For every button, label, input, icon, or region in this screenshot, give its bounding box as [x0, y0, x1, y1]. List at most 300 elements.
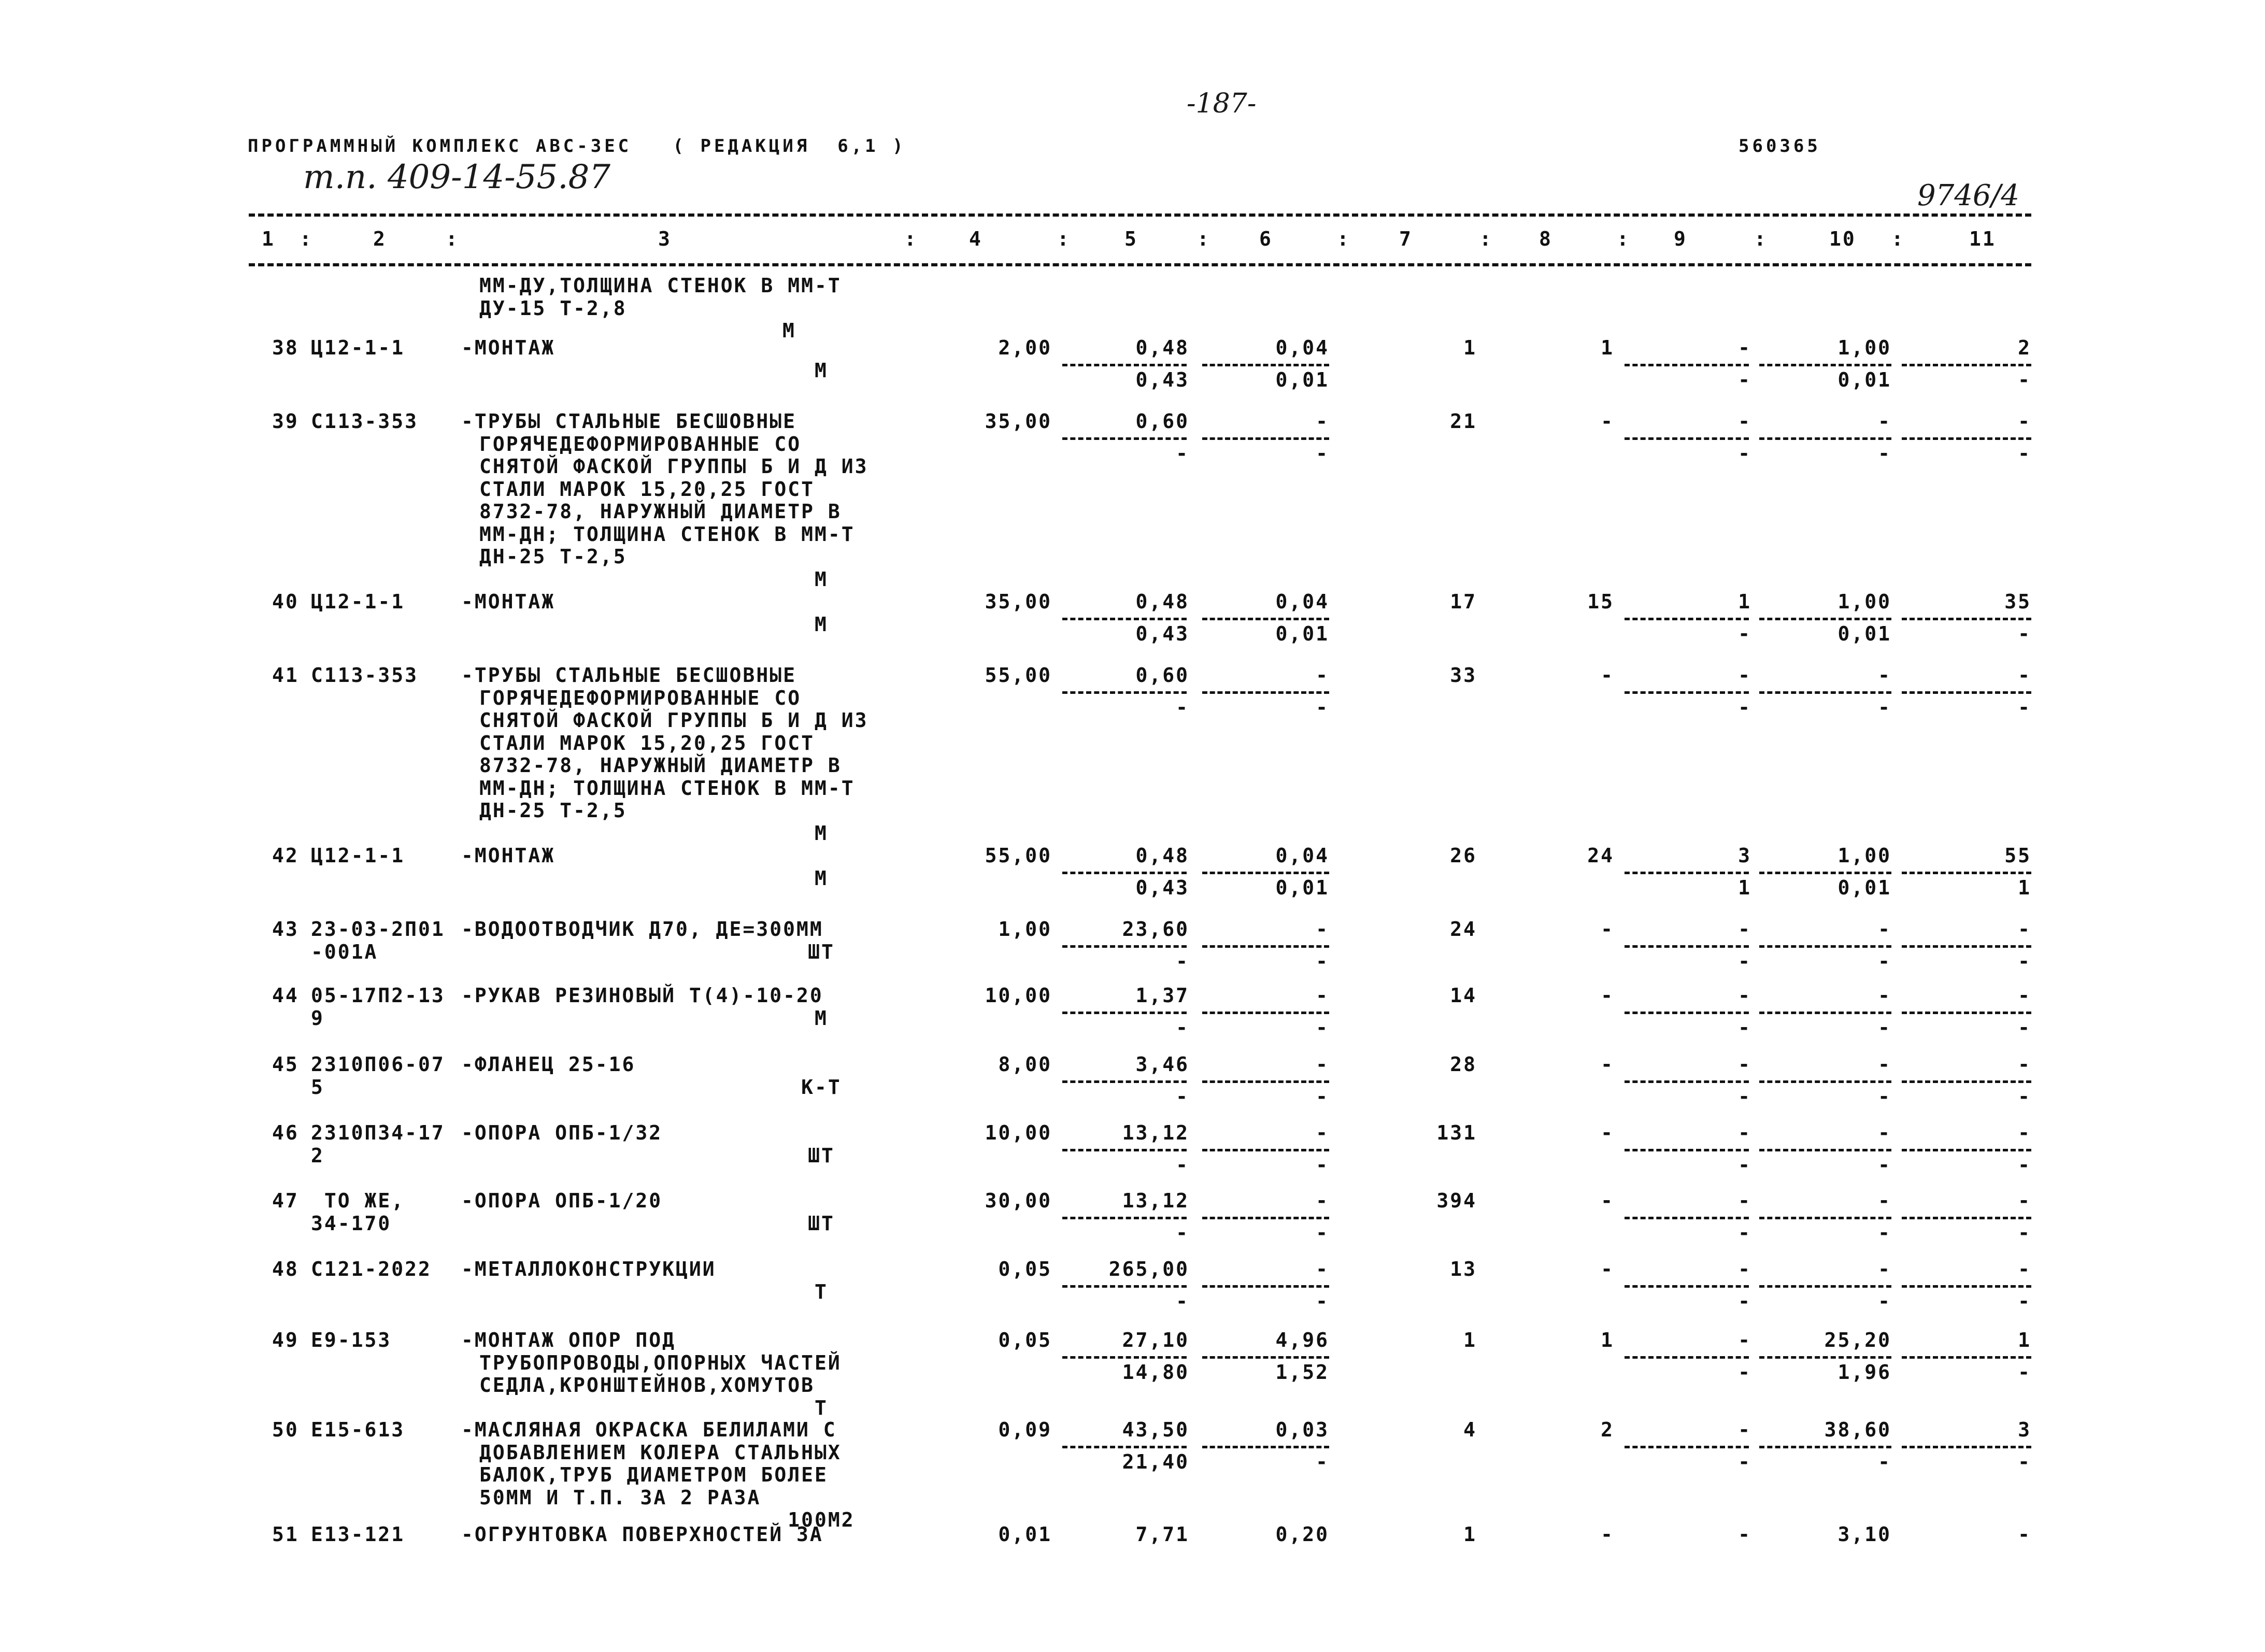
- header-rule-bottom: [249, 263, 2031, 266]
- row-description: -МОНТАЖ ОПОР ПОД: [461, 1329, 676, 1351]
- row-col6: 0,20: [1275, 1523, 1329, 1546]
- row-unit: ШТ: [808, 940, 835, 963]
- subtotal-dash-line: [1902, 1012, 2031, 1014]
- row-unit-cost-2: -: [1176, 1016, 1189, 1039]
- row-col9: 3: [1738, 844, 1751, 867]
- subtotal-dash-line: [1902, 1149, 2031, 1151]
- row-col10-2: -: [1878, 1290, 1891, 1313]
- row-col6: -: [1316, 1053, 1329, 1076]
- row-number: 45: [272, 1053, 299, 1076]
- row-total: 4: [1463, 1418, 1477, 1441]
- row-col9-2: -: [1738, 1085, 1751, 1108]
- row-col8: 1: [1601, 336, 1614, 359]
- row-col10-2: -: [1878, 696, 1891, 719]
- subtotal-dash-line: [1202, 1356, 1329, 1359]
- row-quantity: 1,00: [998, 918, 1052, 941]
- row-col9: -: [1738, 1258, 1751, 1280]
- subtotal-dash-line: [1902, 691, 2031, 694]
- row-col10: -: [1878, 918, 1891, 941]
- row-col11: -: [2018, 410, 2031, 433]
- row-unit: Т: [815, 1280, 828, 1303]
- column-header-9: 9: [1674, 227, 1687, 250]
- row-description: -МОНТАЖ: [461, 590, 555, 613]
- row-description: ММ-ДН; ТОЛЩИНА СТЕНОК В ММ-Т: [479, 522, 855, 546]
- row-quantity: 30,00: [985, 1189, 1052, 1212]
- row-description: СНЯТОЙ ФАСКОЙ ГРУППЫ Б И Д ИЗ: [479, 455, 868, 478]
- row-code: 2310П34-17: [311, 1121, 445, 1144]
- subtotal-dash-line: [1625, 1217, 1749, 1219]
- row-unit: М: [815, 821, 828, 845]
- row-col6-2: -: [1316, 442, 1329, 465]
- column-separator: :: [1479, 227, 1493, 250]
- row-col6: 0,04: [1275, 590, 1329, 613]
- subtotal-dash-line: [1625, 945, 1749, 948]
- row-col11: 2: [2018, 336, 2031, 359]
- row-total: 26: [1450, 844, 1477, 867]
- row-total: 1: [1463, 336, 1477, 359]
- row-unit: М: [815, 613, 828, 636]
- row-col9-2: -: [1738, 696, 1751, 719]
- row-col11: -: [2018, 1053, 2031, 1076]
- subtotal-dash-line: [1759, 1149, 1891, 1151]
- column-header-1: 1: [262, 227, 275, 250]
- row-col9: 1: [1738, 590, 1751, 613]
- row-description: -РУКАВ РЕЗИНОВЫЙ Т(4)-10-20: [461, 984, 823, 1007]
- subtotal-dash-line: [1759, 437, 1891, 440]
- row-unit-cost: 0,60: [1135, 664, 1189, 687]
- row-col10-2: -: [1878, 1153, 1891, 1176]
- row-unit-cost: 3,46: [1135, 1053, 1189, 1076]
- row-col10: -: [1878, 1053, 1891, 1076]
- row-unit-cost: 13,12: [1122, 1189, 1189, 1212]
- row-col6: 0,04: [1275, 336, 1329, 359]
- subtotal-dash-line: [1202, 691, 1329, 694]
- row-number: 49: [272, 1329, 299, 1351]
- row-col10-2: 0,01: [1837, 876, 1891, 899]
- column-header-3: 3: [658, 227, 672, 250]
- row-col11: 3: [2018, 1418, 2031, 1441]
- row-number: 40: [272, 590, 299, 613]
- row-col9: -: [1738, 1121, 1751, 1144]
- subtotal-dash-line: [1062, 945, 1187, 948]
- row-col9-2: -: [1738, 1016, 1751, 1039]
- subtotal-dash-line: [1062, 618, 1187, 620]
- row-col10: 25,20: [1824, 1329, 1891, 1351]
- row-col9: -: [1738, 336, 1751, 359]
- row-col6: 0,03: [1275, 1418, 1329, 1441]
- subtotal-dash-line: [1625, 364, 1749, 366]
- row-number: 41: [272, 664, 299, 687]
- row-quantity: 10,00: [985, 1121, 1052, 1144]
- row-col6-2: -: [1316, 696, 1329, 719]
- row-col6: 0,04: [1275, 844, 1329, 867]
- row-col11: -: [2018, 1121, 2031, 1144]
- row-description: -МЕТАЛЛОКОНСТРУКЦИИ: [461, 1258, 716, 1280]
- row-col11-2: -: [2018, 1016, 2031, 1039]
- row-col6-2: 1,52: [1275, 1361, 1329, 1384]
- subtotal-dash-line: [1759, 1012, 1891, 1014]
- header-rule-top: [249, 213, 2031, 217]
- row-col8: 15: [1587, 590, 1614, 613]
- row-unit-cost-2: 14,80: [1122, 1361, 1189, 1384]
- row-col11: -: [2018, 1523, 2031, 1546]
- subtotal-dash-line: [1062, 364, 1187, 366]
- subtotal-dash-line: [1062, 1356, 1187, 1359]
- subtotal-dash-line: [1902, 437, 2031, 440]
- subtotal-dash-line: [1902, 872, 2031, 874]
- subtotal-dash-line: [1202, 364, 1329, 366]
- row-quantity: 10,00: [985, 984, 1052, 1007]
- row-col6: -: [1316, 1121, 1329, 1144]
- row-total: 24: [1450, 918, 1477, 941]
- row-col11-2: -: [2018, 368, 2031, 391]
- subtotal-dash-line: [1759, 1356, 1891, 1359]
- row-col9: -: [1738, 1189, 1751, 1212]
- row-description: -ОПОРА ОПБ-1/32: [461, 1121, 663, 1144]
- subtotal-dash-line: [1759, 1446, 1891, 1448]
- subtotal-dash-line: [1625, 1356, 1749, 1359]
- row-col10-2: -: [1878, 1450, 1891, 1473]
- row-code: Ц12-1-1: [311, 844, 405, 867]
- row-col9: -: [1738, 1418, 1751, 1441]
- column-separator: :: [1057, 227, 1071, 250]
- sheet-number: 9746/4: [1917, 179, 2020, 212]
- subtotal-dash-line: [1062, 1446, 1187, 1448]
- row-description: ДОБАВЛЕНИЕМ КОЛЕРА СТАЛЬНЫХ: [479, 1441, 842, 1464]
- column-separator: :: [1197, 227, 1210, 250]
- row-col10: 1,00: [1837, 590, 1891, 613]
- row-col6: -: [1316, 1189, 1329, 1212]
- row-col10: 3,10: [1837, 1523, 1891, 1546]
- column-separator: :: [1337, 227, 1350, 250]
- column-separator: :: [446, 227, 459, 250]
- column-separator: :: [1617, 227, 1630, 250]
- row-col9: -: [1738, 1053, 1751, 1076]
- row-number: 47: [272, 1189, 299, 1212]
- column-header-4: 4: [969, 227, 982, 250]
- row-unit: К-Т: [801, 1075, 842, 1099]
- row-unit: 100М2: [788, 1508, 855, 1531]
- row-code: 2: [311, 1144, 324, 1167]
- row-col11-2: -: [2018, 1450, 2031, 1473]
- column-separator: :: [1891, 227, 1905, 250]
- row-col9-2: -: [1738, 1450, 1751, 1473]
- row-code: ТО ЖЕ,: [311, 1189, 405, 1212]
- row-description: ГОРЯЧЕДЕФОРМИРОВАННЫЕ СО: [479, 686, 802, 709]
- subtotal-dash-line: [1759, 618, 1891, 620]
- row-total: 33: [1450, 664, 1477, 687]
- row-col6: -: [1316, 984, 1329, 1007]
- row-unit-cost: 0,60: [1135, 410, 1189, 433]
- row-description: -МОНТАЖ: [461, 844, 555, 867]
- subtotal-dash-line: [1625, 1080, 1749, 1083]
- row-number: 46: [272, 1121, 299, 1144]
- row-unit-cost-2: 0,43: [1135, 876, 1189, 899]
- page-number: -187-: [1187, 88, 1257, 119]
- row-number: 50: [272, 1418, 299, 1441]
- row-col11: -: [2018, 664, 2031, 687]
- row-quantity: 8,00: [998, 1053, 1052, 1076]
- row-description: ММ-ДН; ТОЛЩИНА СТЕНОК В ММ-Т: [479, 776, 855, 800]
- row-col6-2: -: [1316, 1153, 1329, 1176]
- row-description: -ОГРУНТОВКА ПОВЕРХНОСТЕЙ ЗА: [461, 1523, 823, 1546]
- row-col11-2: -: [2018, 1361, 2031, 1384]
- row-total: 131: [1436, 1121, 1477, 1144]
- row-description: ГОРЯЧЕДЕФОРМИРОВАННЫЕ СО: [479, 432, 802, 455]
- row-quantity: 0,05: [998, 1258, 1052, 1280]
- row-col10: -: [1878, 1121, 1891, 1144]
- subtotal-dash-line: [1625, 618, 1749, 620]
- row-code: Е9-153: [311, 1329, 392, 1351]
- row-col6-2: -: [1316, 1085, 1329, 1108]
- row-col10: -: [1878, 984, 1891, 1007]
- row-unit-cost-2: 21,40: [1122, 1450, 1189, 1473]
- row-quantity: 55,00: [985, 664, 1052, 687]
- row-total: 13: [1450, 1258, 1477, 1280]
- row-col11-2: -: [2018, 950, 2031, 973]
- row-code: 2310П06-07: [311, 1053, 445, 1076]
- subtotal-dash-line: [1902, 618, 2031, 620]
- row-code: 9: [311, 1006, 324, 1030]
- row-col11-2: -: [2018, 1153, 2031, 1176]
- row-number: 51: [272, 1523, 299, 1546]
- row-quantity: 0,01: [998, 1523, 1052, 1546]
- row-col10: -: [1878, 1258, 1891, 1280]
- subtotal-dash-line: [1625, 437, 1749, 440]
- row-unit-cost-2: -: [1176, 1085, 1189, 1108]
- row-col6-2: -: [1316, 1221, 1329, 1244]
- row-code: 23-03-2П01: [311, 918, 445, 941]
- row-code: С113-353: [311, 410, 419, 433]
- row-unit-cost-2: -: [1176, 1290, 1189, 1313]
- row-col10-2: 0,01: [1837, 622, 1891, 645]
- row-col8: -: [1601, 1121, 1614, 1144]
- row-col9-2: -: [1738, 442, 1751, 465]
- row-unit: Т: [815, 1396, 828, 1419]
- subtotal-dash-line: [1902, 1080, 2031, 1083]
- subtotal-dash-line: [1902, 1446, 2031, 1448]
- row-unit-cost: 23,60: [1122, 918, 1189, 941]
- subtotal-dash-line: [1625, 1012, 1749, 1014]
- row-col11-2: -: [2018, 696, 2031, 719]
- row-total: 21: [1450, 410, 1477, 433]
- subtotal-dash-line: [1759, 1217, 1891, 1219]
- row-col10: 38,60: [1824, 1418, 1891, 1441]
- document-code: 560365: [1739, 136, 1821, 156]
- row-col8: -: [1601, 1258, 1614, 1280]
- row-unit-cost: 265,00: [1108, 1258, 1189, 1280]
- subtotal-dash-line: [1902, 945, 2031, 948]
- row-code: Ц12-1-1: [311, 336, 405, 359]
- row-col10-2: -: [1878, 1016, 1891, 1039]
- row-unit-cost: 43,50: [1122, 1418, 1189, 1441]
- row-unit-cost: 0,48: [1135, 336, 1189, 359]
- row-code: 5: [311, 1075, 324, 1099]
- row-unit-cost: 0,48: [1135, 844, 1189, 867]
- row-code: С113-353: [311, 664, 419, 687]
- row-unit-cost-2: 0,43: [1135, 368, 1189, 391]
- row-number: 38: [272, 336, 299, 359]
- subtotal-dash-line: [1625, 1149, 1749, 1151]
- row-unit-cost: 7,71: [1135, 1523, 1189, 1546]
- row-col8: 1: [1601, 1329, 1614, 1351]
- subtotal-dash-line: [1902, 364, 2031, 366]
- row-quantity: 0,05: [998, 1329, 1052, 1351]
- row-description: БАЛОК,ТРУБ ДИАМЕТРОМ БОЛЕЕ: [479, 1463, 828, 1486]
- row-description: -ТРУБЫ СТАЛЬНЫЕ БЕСШОВНЫЕ: [461, 410, 796, 433]
- row-col8: -: [1601, 984, 1614, 1007]
- row-code: С121-2022: [311, 1258, 432, 1280]
- row-col9: -: [1738, 1523, 1751, 1546]
- subtotal-dash-line: [1625, 872, 1749, 874]
- row-quantity: 0,09: [998, 1418, 1052, 1441]
- row-col11: 55: [2004, 844, 2031, 867]
- row-description: СТАЛИ МАРОК 15,20,25 ГОСТ: [479, 477, 815, 501]
- row-col11-2: -: [2018, 442, 2031, 465]
- row-col10: -: [1878, 1189, 1891, 1212]
- project-number: т.п. 409-14-55.87: [303, 158, 610, 196]
- row-unit-cost: 1,37: [1135, 984, 1189, 1007]
- row-unit: ШТ: [808, 1212, 835, 1235]
- row-quantity: 2,00: [998, 336, 1052, 359]
- row-col11-2: -: [2018, 622, 2031, 645]
- row-unit-cost-2: -: [1176, 1153, 1189, 1176]
- row-col9-2: 1: [1738, 876, 1751, 899]
- column-header-8: 8: [1539, 227, 1552, 250]
- row-col11: 35: [2004, 590, 2031, 613]
- row-description: ДН-25 Т-2,5: [479, 545, 627, 568]
- row-total: 394: [1436, 1189, 1477, 1212]
- row-description: СТАЛИ МАРОК 15,20,25 ГОСТ: [479, 731, 815, 754]
- row-unit-cost: 13,12: [1122, 1121, 1189, 1144]
- row-unit-cost-2: -: [1176, 950, 1189, 973]
- subtotal-dash-line: [1202, 1012, 1329, 1014]
- row-col6-2: 0,01: [1275, 876, 1329, 899]
- row-total: 1: [1463, 1523, 1477, 1546]
- column-header-5: 5: [1124, 227, 1138, 250]
- row-col6: -: [1316, 918, 1329, 941]
- column-separator: :: [300, 227, 313, 250]
- column-header-10: 10: [1829, 227, 1856, 250]
- row-col6: -: [1316, 410, 1329, 433]
- row-unit: М: [815, 359, 828, 382]
- column-header-6: 6: [1259, 227, 1273, 250]
- subtotal-dash-line: [1202, 945, 1329, 948]
- row-col8: -: [1601, 664, 1614, 687]
- row-number: 39: [272, 410, 299, 433]
- row-col8: -: [1601, 1189, 1614, 1212]
- row-col11: 1: [2018, 1329, 2031, 1351]
- row-col8: -: [1601, 918, 1614, 941]
- row-number: 48: [272, 1258, 299, 1280]
- row-unit-cost: 0,48: [1135, 590, 1189, 613]
- row-quantity: 35,00: [985, 410, 1052, 433]
- row-description: -МОНТАЖ: [461, 336, 555, 359]
- row-unit-cost: 27,10: [1122, 1329, 1189, 1351]
- subtotal-dash-line: [1625, 1446, 1749, 1448]
- subtotal-dash-line: [1902, 1285, 2031, 1288]
- row-col10: -: [1878, 664, 1891, 687]
- row-col11-2: -: [2018, 1221, 2031, 1244]
- row-unit: ШТ: [808, 1144, 835, 1167]
- row-total: 14: [1450, 984, 1477, 1007]
- row-unit: М: [815, 567, 828, 591]
- subtotal-dash-line: [1759, 945, 1891, 948]
- row-col10: 1,00: [1837, 336, 1891, 359]
- row-description: ТРУБОПРОВОДЫ,ОПОРНЫХ ЧАСТЕЙ: [479, 1351, 842, 1374]
- row-col11: -: [2018, 1189, 2031, 1212]
- row-col11-2: -: [2018, 1085, 2031, 1108]
- carryover-line: ДУ-15 Т-2,8: [479, 296, 627, 320]
- subtotal-dash-line: [1062, 872, 1187, 874]
- subtotal-dash-line: [1062, 691, 1187, 694]
- row-col10-2: -: [1878, 1221, 1891, 1244]
- row-col9: -: [1738, 410, 1751, 433]
- row-col9: -: [1738, 984, 1751, 1007]
- program-header: ПРОГРАММНЫЙ КОМПЛЕКС АВС-3ЕС ( РЕДАКЦИЯ 6,1 ): [248, 136, 906, 156]
- subtotal-dash-line: [1759, 691, 1891, 694]
- subtotal-dash-line: [1902, 1356, 2031, 1359]
- row-col8: -: [1601, 1053, 1614, 1076]
- subtotal-dash-line: [1062, 1012, 1187, 1014]
- row-total: 1: [1463, 1329, 1477, 1351]
- row-col8: -: [1601, 410, 1614, 433]
- subtotal-dash-line: [1625, 1285, 1749, 1288]
- row-code: 34-170: [311, 1212, 392, 1235]
- row-col10-2: 0,01: [1837, 368, 1891, 391]
- row-col9-2: -: [1738, 1221, 1751, 1244]
- row-col10-2: 1,96: [1837, 1361, 1891, 1384]
- subtotal-dash-line: [1062, 1285, 1187, 1288]
- carryover-line: ММ-ДУ,ТОЛЩИНА СТЕНОК В ММ-Т: [479, 274, 842, 297]
- row-description: -МАСЛЯНАЯ ОКРАСКА БЕЛИЛАМИ С: [461, 1418, 837, 1441]
- row-code: Ц12-1-1: [311, 590, 405, 613]
- row-description: -ФЛАНЕЦ 25-16: [461, 1053, 636, 1076]
- row-description: -ВОДООТВОДЧИК Д70, ДЕ=300ММ: [461, 918, 823, 941]
- row-total: 28: [1450, 1053, 1477, 1076]
- row-col9-2: -: [1738, 1290, 1751, 1313]
- row-col10: 1,00: [1837, 844, 1891, 867]
- row-col9-2: -: [1738, 1361, 1751, 1384]
- row-col6-2: 0,01: [1275, 622, 1329, 645]
- row-col6: -: [1316, 1258, 1329, 1280]
- row-quantity: 55,00: [985, 844, 1052, 867]
- row-description: СНЯТОЙ ФАСКОЙ ГРУППЫ Б И Д ИЗ: [479, 709, 868, 732]
- row-code: Е15-613: [311, 1418, 405, 1441]
- row-col11-2: 1: [2018, 876, 2031, 899]
- subtotal-dash-line: [1202, 1446, 1329, 1448]
- row-code: 05-17П2-13: [311, 984, 445, 1007]
- row-description: 50ММ И Т.П. ЗА 2 РАЗА: [479, 1486, 761, 1509]
- row-total: 17: [1450, 590, 1477, 613]
- row-col6: -: [1316, 664, 1329, 687]
- subtotal-dash-line: [1062, 1217, 1187, 1219]
- row-unit-cost-2: -: [1176, 1221, 1189, 1244]
- carryover-unit: М: [782, 319, 796, 342]
- row-quantity: 35,00: [985, 590, 1052, 613]
- row-col11-2: -: [2018, 1290, 2031, 1313]
- row-col11: -: [2018, 918, 2031, 941]
- row-col8: -: [1601, 1523, 1614, 1546]
- row-col8: 2: [1601, 1418, 1614, 1441]
- row-description: 8732-78, НАРУЖНЫЙ ДИАМЕТР В: [479, 754, 842, 777]
- row-col9-2: -: [1738, 368, 1751, 391]
- row-col6-2: -: [1316, 950, 1329, 973]
- row-col9: -: [1738, 1329, 1751, 1351]
- column-header-7: 7: [1399, 227, 1413, 250]
- row-unit-cost-2: -: [1176, 696, 1189, 719]
- row-col6-2: -: [1316, 1450, 1329, 1473]
